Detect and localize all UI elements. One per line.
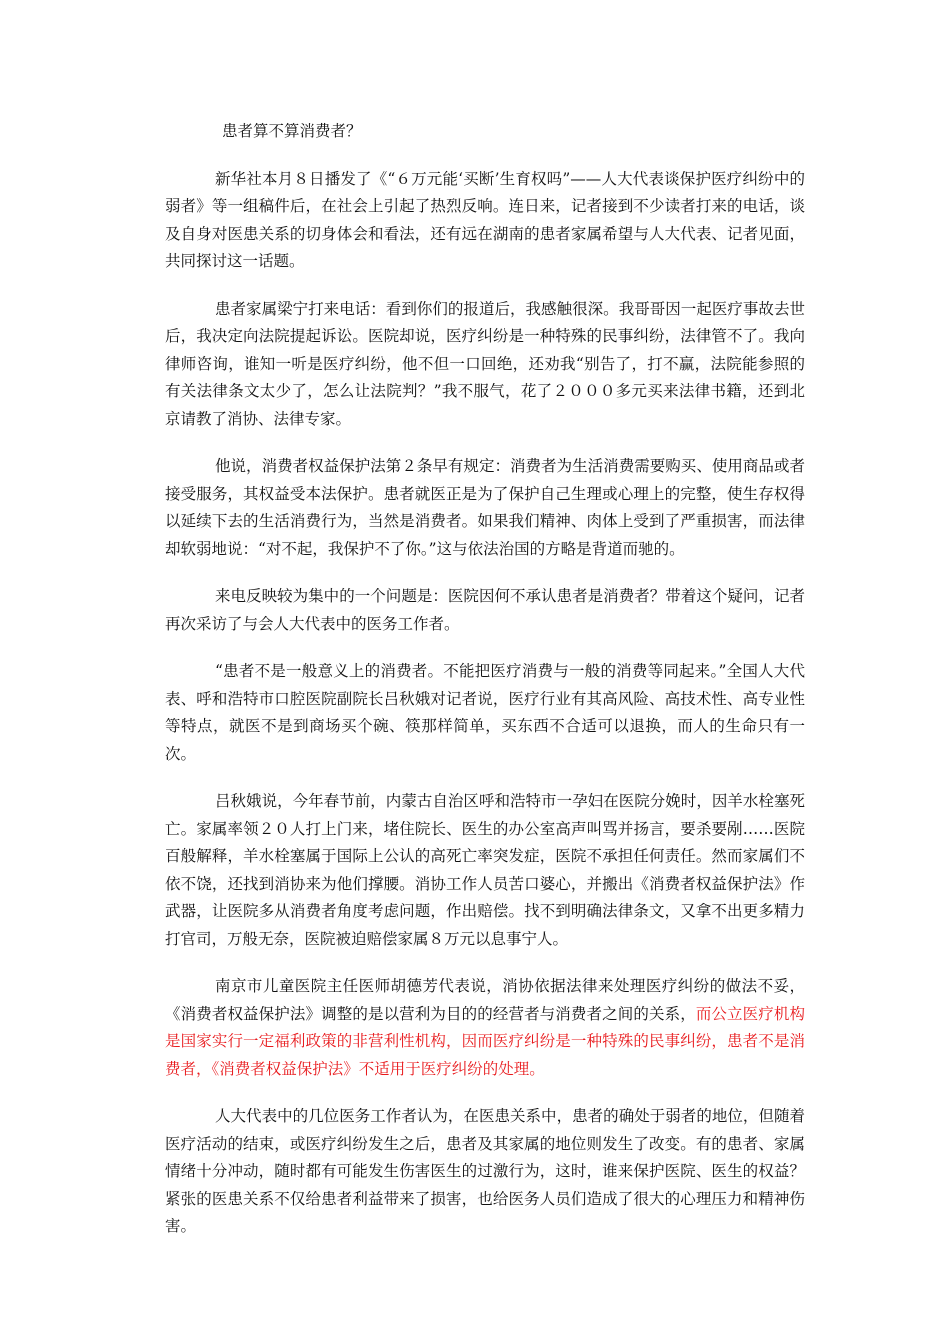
paragraph-7-highlighted-text: 而公立医疗机构是国家实行一定福利政策的非营利性机构，因而医疗纠纷是一种特殊的民事纠纷，患者不是消费者，《消费者权益保护法》不适用于医疗纠纷的处理。 xyxy=(165,1004,805,1078)
paragraph-7 xyxy=(165,973,805,1083)
paragraph-7-normal-text: 南京市儿童医院主任医师胡德芳代表说，消协依据法律来处理医疗纠纷的做法不妥，《消费者权益保护法》调整的是以营利为目的的经营者与消费者之间的关系， xyxy=(165,977,805,1023)
document-page xyxy=(165,118,805,1261)
paragraph-5: “患者不是一般意义上的消费者。不能把医疗消费与一般的消费等同起来。”全国人大代表、呼和浩特市口腔医院副院长吕秋娥对记者说，医疗行业有其高风险、高技术性、高专业性等特点，就医不是到商场买个碗、筷那样简单，买东西不合适可以退换，而人的生命只有一次。 xyxy=(165,662,805,763)
paragraph-2: 患者家属梁宁打来电话：看到你们的报道后，我感触很深。我哥哥因一起医疗事故去世后，我决定向法院提起诉讼。医院却说，医疗纠纷是一种特殊的民事纠纷，法律管不了。我向律师咨询，谁知一听是医疗纠纷，他不但一口回绝，还劝我“别告了，打不赢，法院能参照的有关法律条文太少了，怎么让法院判？”我不服气，花了２０００多元买来法律书籍，还到北京请教了消协、法律专家。 xyxy=(165,299,805,428)
article-title: 患者算不算消费者？ xyxy=(222,122,362,140)
paragraph-6: 吕秋娥说，今年春节前，内蒙古自治区呼和浩特市一孕妇在医院分娩时，因羊水栓塞死亡。家属率领２０人打上门来，堵住院长、医生的办公室高声叫骂并扬言，要杀要剐……医院百般解释，羊水栓塞属于国际上公认的高死亡率突发症，医院不承担任何责任。然而家属们不依不饶，还找到消协来为他们撑腰。消协工作人员苦口婆心，并搬出《消费者权益保护法》作武器，让医院多从消费者角度考虑问题，作出赔偿。找不到明确法律条文，又拿不出更多精力打官司，万般无奈，医院被迫赔偿家属８万元以息事宁人。 xyxy=(165,792,805,948)
paragraph-3: 他说，消费者权益保护法第２条早有规定：消费者为生活消费需要购买、使用商品或者接受服务，其权益受本法保护。患者就医正是为了保护自己生理或心理上的完整，使生存权得以延续下去的生活消费行为，当然是消费者。如果我们精神、肉体上受到了严重损害，而法律却软弱地说：“对不起，我保护不了你。”这与依法治国的方略是背道而驰的。 xyxy=(165,457,805,558)
paragraph-8: 人大代表中的几位医务工作者认为，在医患关系中，患者的确处于弱者的地位，但随着医疗活动的结束，或医疗纠纷发生之后，患者及其家属的地位则发生了改变。有的患者、家属情绪十分冲动，随时都有可能发生伤害医生的过激行为，这时，谁来保护医院、医生的权益？紧张的医患关系不仅给患者利益带来了损害，也给医务人员们造成了很大的心理压力和精神伤害。 xyxy=(165,1107,805,1235)
paragraph-1: 新华社本月８日播发了《“６万元能‘买断’生育权吗”——人大代表谈保护医疗纠纷中的弱者》等一组稿件后，在社会上引起了热烈反响。连日来，记者接到不少读者打来的电话，谈及自身对医患关系的切身体会和看法，还有远在湖南的患者家属希望与人大代表、记者见面，共同探讨这一话题。 xyxy=(165,169,805,270)
paragraph-4: 来电反映较为集中的一个问题是：医院因何不承认患者是消费者？带着这个疑问，记者再次采访了与会人大代表中的医务工作者。 xyxy=(165,587,805,633)
